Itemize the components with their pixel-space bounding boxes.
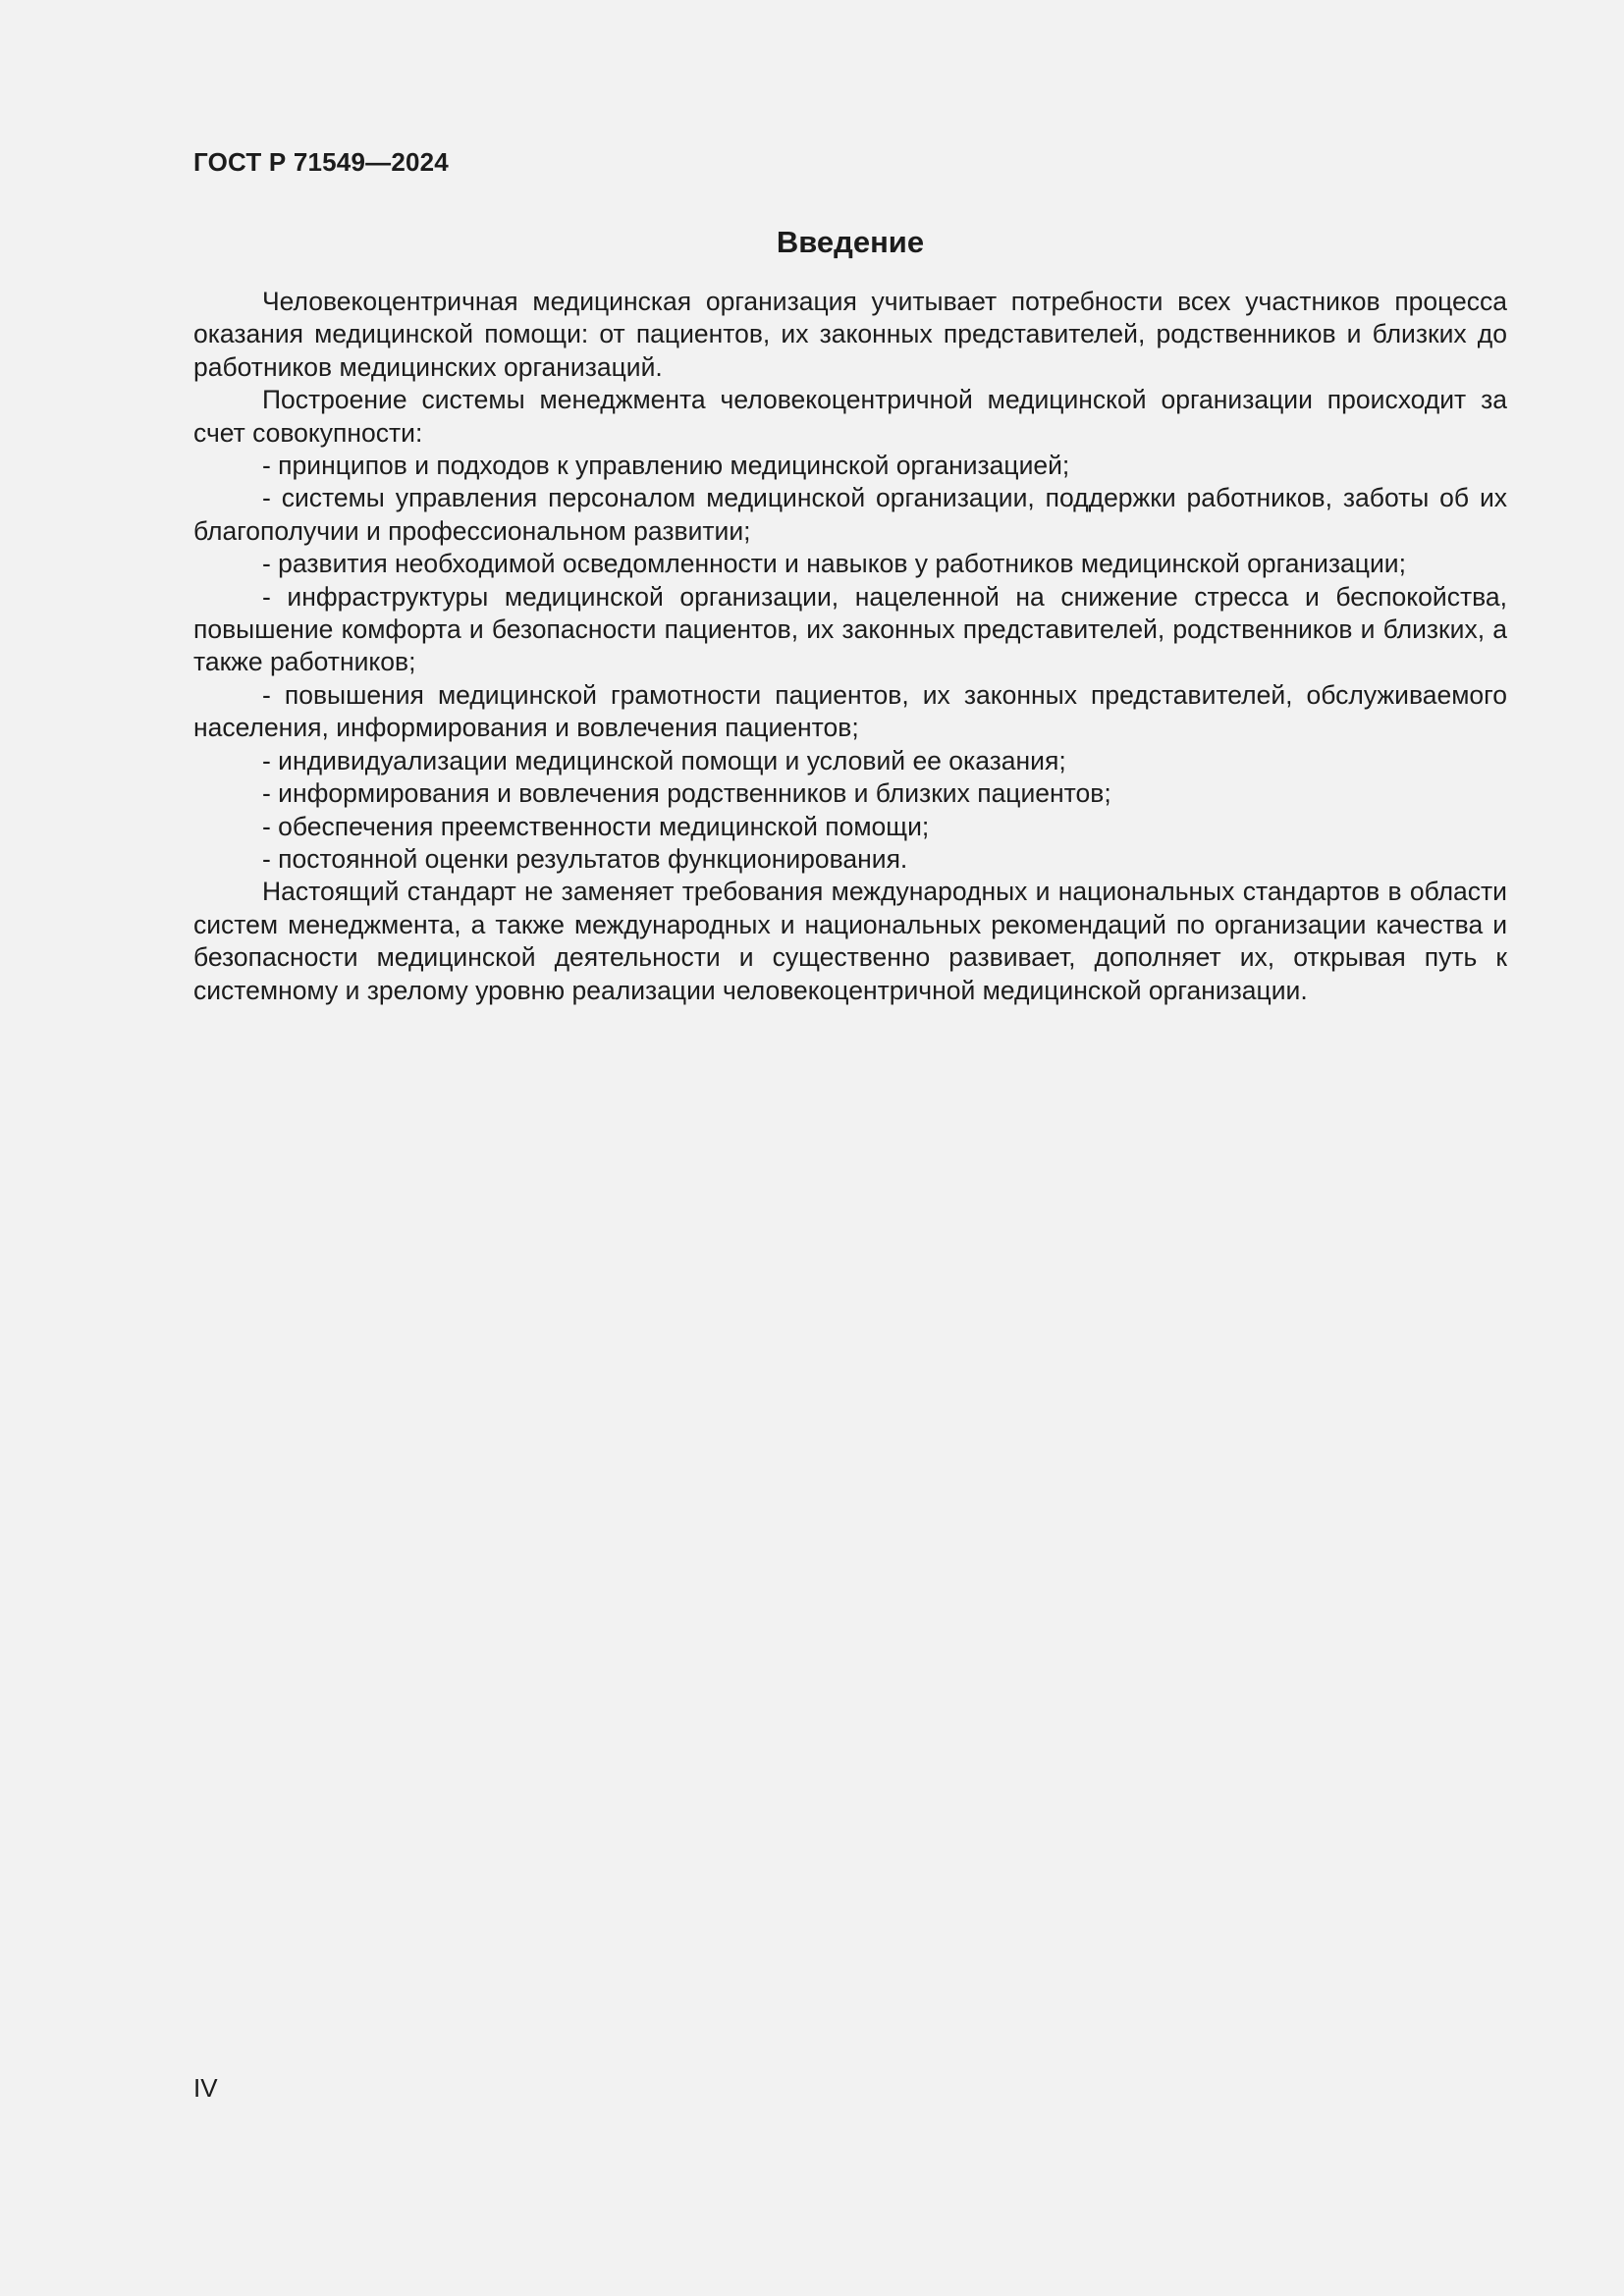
section-title: Введение (776, 225, 925, 259)
list-item: - индивидуализации медицинской помощи и условий ее оказания; (262, 745, 1066, 775)
body-text (193, 286, 1507, 1007)
list-item: - обеспечения преемственности медицинской помощи; (262, 811, 930, 841)
paragraph: Человекоцентричная медицинская организация учитывает потребности всех участников процесса оказания медицинской помощи: от пациентов, их законных представителей, родственников и близких до работников медицинских организаций. (193, 287, 1507, 382)
list-item: - развития необходимой осведомленности и навыков у работников медицинской организации; (262, 549, 1406, 579)
list-item: - информирования и вовлечения родственников и близких пациентов; (262, 778, 1111, 809)
list-item: - постоянной оценки результатов функционирования. (262, 843, 908, 874)
list-item: - повышения медицинской грамотности пациентов, их законных представителей, обслуживаемого населения, информирования и вовлечения пациентов; (193, 679, 1507, 743)
list-item: - инфраструктуры медицинской организации, нацеленной на снижение стресса и беспокойства, повышение комфорта и безопасности пациентов, их законных представителей, родственников и близких, а также работников; (193, 581, 1507, 677)
document-code-header: ГОСТ Р 71549—2024 (193, 147, 449, 177)
paragraph: Настоящий стандарт не заменяет требования международных и национальных стандартов в области систем менеджмента, а также международных и национальных рекомендаций по организации качества и безопасности медицинской деятельности и существенно развивает, дополняет их, открывая путь к системному и зрелому уровню реализации человекоцентричной медицинской организации. (193, 877, 1507, 1005)
list-item: - принципов и подходов к управлению медицинской организацией; (262, 451, 1070, 481)
paragraph: Построение системы менеджмента человекоцентричной медицинской организации происходит за счет совокупности: (193, 385, 1507, 448)
list-item: - системы управления персоналом медицинской организации, поддержки работников, заботы об их благополучии и профессиональном развитии; (193, 483, 1507, 546)
page-number: IV (193, 2073, 218, 2103)
